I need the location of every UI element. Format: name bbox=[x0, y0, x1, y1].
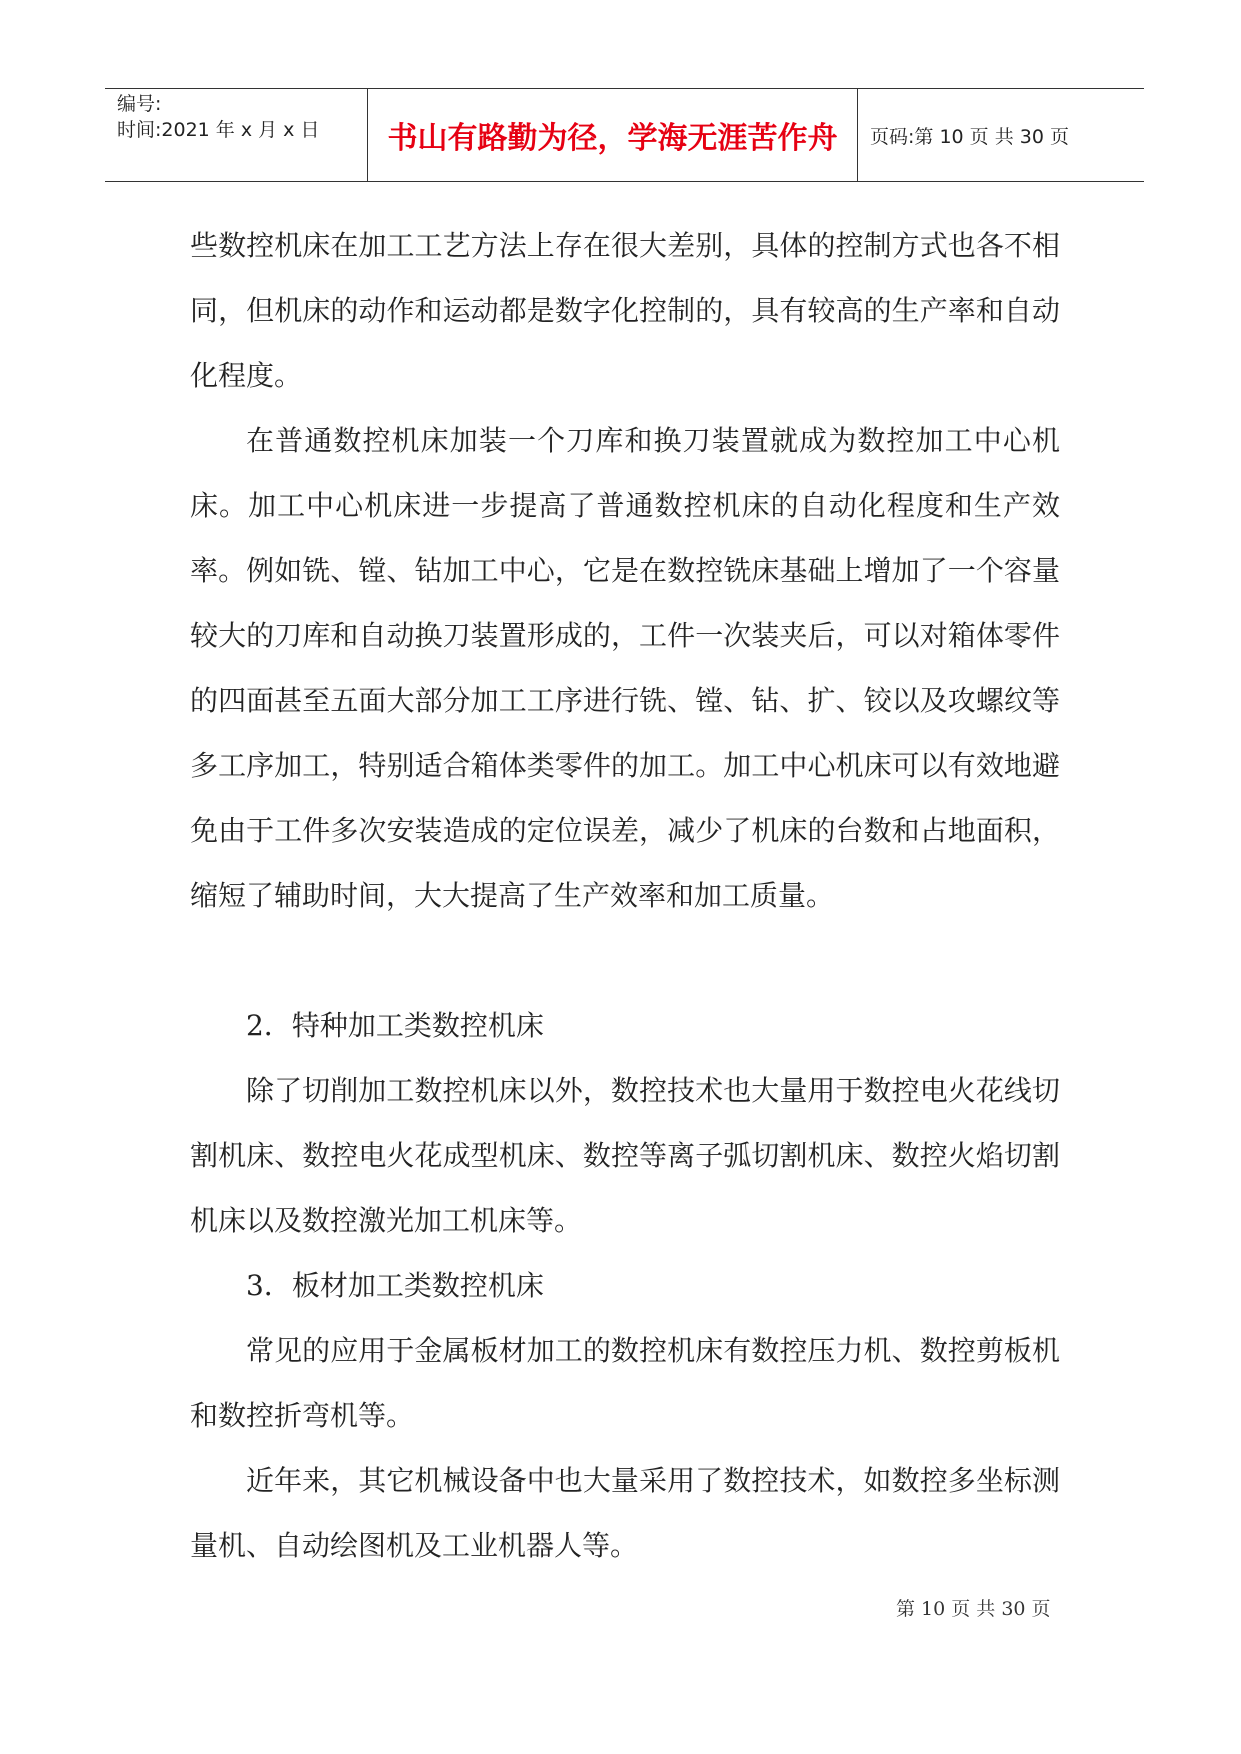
paragraph-2: 在普通数控机床加装一个刀库和换刀装置就成为数控加工中心机床。加工中心机床进一步提高了普通数控机床的自动化程度和生产效率。例如铣、镗、钻加工中心，它是在数控铣床基础上增加了一个容量较大的刀库和自动换刀装置形成的，工件一次装夹后，可以对箱体零件的四面甚至五面大部分加工工序进行铣、镗、钻、扩、铰以及攻螺纹等多工序加工，特别适合箱体类零件的加工。加工中心机床可以有效地避免由于工件多次安装造成的定位误差，减少了机床的台数和占地面积，缩短了辅助时间，大大提高了生产效率和加工质量。 bbox=[190, 424, 1060, 912]
paragraph-spacer bbox=[190, 928, 1060, 993]
document-body bbox=[190, 213, 1060, 1578]
header-meta bbox=[105, 89, 368, 181]
doc-number-label: 编号: bbox=[117, 93, 162, 115]
page-header bbox=[105, 88, 1144, 182]
paragraph-1: 些数控机床在加工工艺方法上存在很大差别，具体的控制方式也各不相同，但机床的动作和运动都是数字化控制的，具有较高的生产率和自动化程度。 bbox=[190, 229, 1060, 392]
header-page-label: 页码:第 10 页 共 30 页 bbox=[870, 125, 1069, 148]
paragraph-4: 常见的应用于金属板材加工的数控机床有数控压力机、数控剪板机和数控折弯机等。 bbox=[190, 1334, 1060, 1432]
section-heading-3: 3．板材加工类数控机床 bbox=[246, 1269, 544, 1302]
paragraph-3: 除了切削加工数控机床以外，数控技术也大量用于数控电火花线切割机床、数控电火花成型机床、数控等离子弧切割机床、数控火焰切割机床以及数控激光加工机床等。 bbox=[190, 1074, 1060, 1237]
paragraph-5: 近年来，其它机械设备中也大量采用了数控技术，如数控多坐标测量机、自动绘图机及工业机器人等。 bbox=[190, 1464, 1060, 1562]
time-label: 时间:2021 年 x 月 x 日 bbox=[117, 119, 320, 141]
page-footer: 第 10 页 共 30 页 bbox=[896, 1598, 1051, 1620]
section-heading-2: 2．特种加工类数控机床 bbox=[246, 1009, 544, 1042]
header-motto: 书山有路勤为径，学海无涯苦作舟 bbox=[368, 89, 858, 181]
